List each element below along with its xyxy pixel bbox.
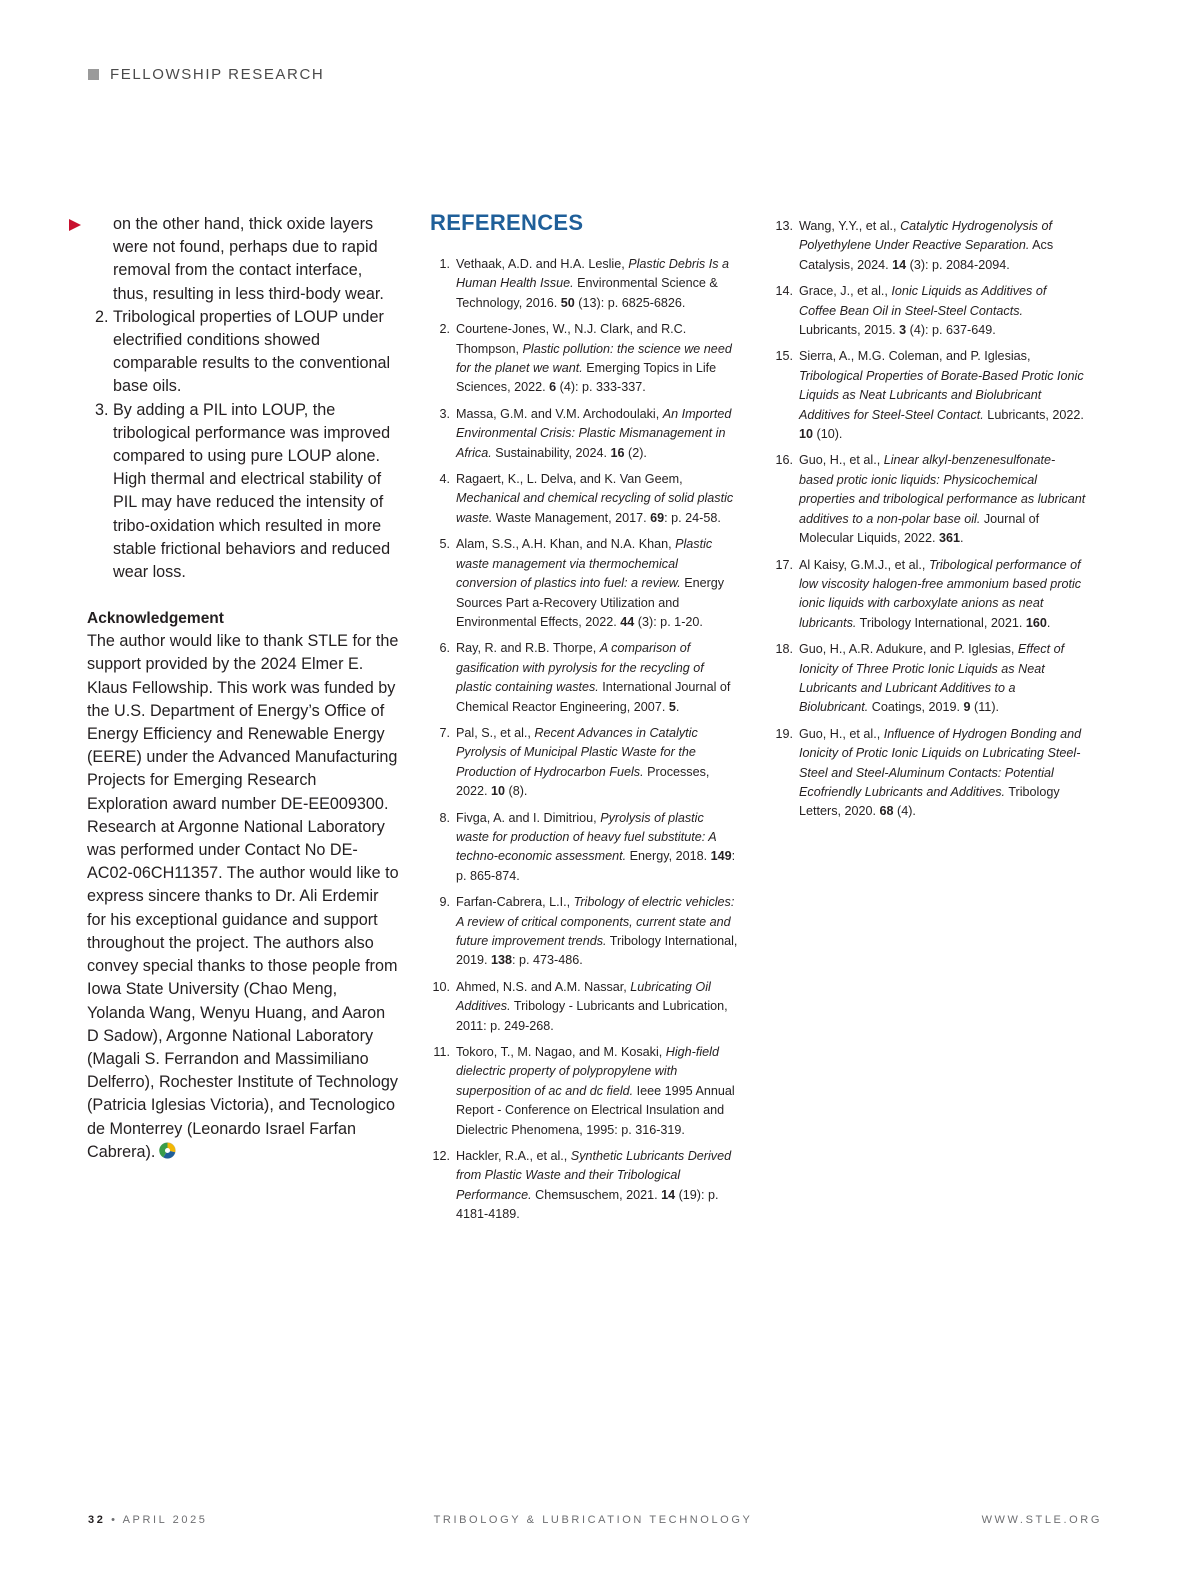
reference-source: Coatings, 2019. (868, 700, 964, 715)
reference-number: 4. (439, 472, 450, 487)
reference-volume: 3 (899, 323, 907, 338)
reference-item (430, 893, 740, 971)
reference-volume: 6 (549, 380, 557, 395)
reference-volume: 138 (491, 953, 513, 968)
reference-volume: 14 (661, 1187, 676, 1202)
reference-pages: (13): p. 6825-6826. (574, 295, 686, 310)
reference-number: 13. (775, 219, 793, 233)
reference-volume: 68 (879, 804, 894, 819)
reference-source: Tribology International, 2021. (856, 615, 1026, 630)
reference-source: Tribology - Lubricants and Lubrication, 2011: p. 249-268. (456, 999, 728, 1033)
reference-authors: Guo, H., et al., (799, 453, 884, 468)
reference-number: 10. (432, 979, 450, 994)
reference-number: 5. (439, 537, 450, 552)
reference-authors: Fivga, A. and I. Dimitriou, (456, 810, 601, 825)
reference-volume: 14 (892, 257, 907, 272)
reference-volume: 160 (1025, 615, 1047, 630)
publication-name: TRIBOLOGY & LUBRICATION TECHNOLOGY (433, 1514, 753, 1526)
reference-item (430, 978, 740, 1036)
reference-authors: Ragaert, K., L. Delva, and K. Van Geem, (456, 472, 683, 487)
reference-item (430, 1043, 740, 1140)
reference-pages: : p. 24-58. (664, 510, 721, 525)
reference-volume: 9 (963, 700, 971, 715)
reference-number: 12. (432, 1149, 450, 1164)
acknowledgement-heading: Acknowledgement (87, 610, 224, 628)
reference-pages: (4): p. 637-649. (906, 323, 996, 338)
reference-source: Waste Management, 2017. (492, 510, 651, 525)
reference-authors: Vethaak, A.D. and H.A. Leslie, (456, 257, 629, 271)
reference-number: 7. (439, 725, 450, 740)
reference-authors: Al Kaisy, G.M.J., et al., (799, 557, 929, 572)
reference-item (430, 535, 740, 632)
reference-number: 9. (439, 895, 450, 910)
reference-title: An Imported Environmental Crisis: Plastic Mismanagement in Africa. (456, 406, 732, 460)
reference-authors: Wang, Y.Y., et al., (799, 219, 901, 233)
reference-volume: 361 (939, 531, 961, 546)
list-item-number: 2. (95, 307, 109, 326)
findings-list (87, 306, 399, 584)
reference-number: 17. (775, 557, 793, 572)
continued-arrow-icon (69, 219, 81, 231)
reference-title: Synthetic Lubricants Derived from Plastic Waste and their Tribological Performance. (456, 1149, 732, 1202)
reference-title: Tribology of electric vehicles: A review of critical components, current state and future improvement trends. (456, 895, 735, 948)
body-column (87, 213, 399, 1164)
list-item-text: By adding a PIL into LOUP, the tribological performance was improved compared to using pure LOUP alone. High thermal and electrical stability of PIL may have reduced the intensity of tribo-oxidation which resulted in more stable frictional behaviors and reduced wear loss. (113, 400, 391, 582)
reference-item (773, 451, 1086, 548)
reference-pages: (11). (970, 700, 1000, 715)
references-heading: REFERENCES (430, 210, 584, 235)
reference-number: 14. (775, 284, 793, 299)
reference-pages: (3): p. 2084-2094. (906, 257, 1010, 272)
continuation-text: on the other hand, thick oxide layers were not found, perhaps due to rapid removal from the contact interface, thus, resulting in less third-body wear. (113, 215, 384, 303)
reference-authors: Guo, H., et al., (799, 726, 884, 741)
list-item-text: Tribological properties of LOUP under electrified conditions showed comparable results to the conventional base oils. (113, 307, 391, 396)
reference-authors: Pal, S., et al., (456, 725, 535, 740)
reference-source: Energy Sources Part a-Recovery Utilization and Environmental Effects, 2022. (456, 576, 725, 629)
section-square-icon (88, 69, 99, 80)
list-item (87, 306, 399, 399)
reference-source: Processes, 2022. (456, 764, 710, 799)
reference-source: Acs Catalysis, 2024. (799, 238, 1054, 272)
list-item-number: 3. (95, 400, 109, 419)
acknowledgement-text (87, 630, 399, 1164)
reference-title: Plastic pollution: the science we need for the planet we want. (456, 341, 732, 376)
reference-title: Plastic Debris Is a Human Health Issue. (456, 257, 729, 291)
reference-authors: Hackler, R.A., et al., (456, 1149, 571, 1164)
reference-title: Catalytic Hydrogenolysis of Polyethylene Under Reactive Separation. (799, 219, 1052, 253)
reference-number: 6. (439, 641, 450, 656)
reference-source: Tribology Letters, 2020. (799, 784, 1060, 819)
reference-title: Plastic waste management via thermochemical conversion of plastics into fuel: a review. (456, 537, 713, 591)
reference-source: Energy, 2018. (626, 849, 711, 864)
reference-volume: 149 (710, 849, 732, 864)
reference-source: Environmental Science & Technology, 2016. (456, 276, 718, 310)
reference-number: 8. (439, 810, 450, 825)
reference-item (430, 639, 740, 717)
reference-volume: 10 (799, 427, 814, 442)
footer-separator: • (111, 1514, 118, 1526)
reference-number: 16. (775, 453, 793, 468)
reference-title: Lubricating Oil Additives. (456, 979, 711, 1014)
reference-pages: : p. 473-486. (512, 953, 583, 968)
reference-authors: Ahmed, N.S. and A.M. Nassar, (456, 979, 631, 994)
page-number: 32 (88, 1514, 106, 1526)
reference-volume: 5 (668, 699, 676, 714)
reference-pages: (10). (813, 427, 843, 442)
reference-title: Ionic Liquids as Additives of Coffee Bean Oil in Steel-Steel Contacts. (799, 284, 1047, 318)
reference-title: Effect of Ionicity of Three Protic Ionic Liquids as Neat Lubricants and Lubricant Additives to a Biolubricant. (799, 642, 1065, 715)
reference-volume: 69 (650, 510, 665, 525)
reference-item (773, 556, 1086, 634)
stle-end-mark-icon (159, 1142, 176, 1159)
reference-pages: (8). (505, 784, 528, 799)
reference-item (430, 320, 740, 398)
reference-number: 3. (439, 406, 450, 421)
reference-title: Influence of Hydrogen Bonding and Ionicity of Protic Ionic Liquids on Lubricating Steel-Steel and Steel-Aluminum Contacts: Potential Ecofriendly Lubricants and Additives. (799, 726, 1082, 799)
reference-title: Mechanical and chemical recycling of solid plastic waste. (456, 491, 734, 525)
references-list-right (773, 217, 1086, 829)
reference-title: Tribological performance of low viscosity halogen-free ammonium based protic ionic liquids with carboxylate anions as neat lubricants. (799, 557, 1082, 630)
reference-authors: Sierra, A., M.G. Coleman, and P. Iglesias, (799, 349, 1031, 364)
acknowledgement-body: The author would like to thank STLE for the support provided by the 2024 Elmer E. Klaus Fellowship. This work was funded by the U.S. Department of Energy’s Office of Energy Efficiency and Renewable Energy (EERE) under the Advanced Manufacturing Projects for Emerging Research Exploration award number DE-EE009300. Research at Argonne National Laboratory was performed under Contact No DE-AC02-06CH11357. The author would like to express sincere thanks to Dr. Ali Erdemir for his exceptional guidance and support throughout the project. The authors also convey special thanks to those people from Iowa State University (Chao Meng, Yolanda Wang, Wenyu Huang, and Aaron D Sadow), Argonne National Laboratory (Magali S. Ferrandon and Massimiliano Delferro), Rochester Institute of Technology (Patricia Iglesias Victoria), and Tecnologico de Monterrey (Leonardo Israel Farfan Cabrera). (87, 632, 399, 1161)
reference-pages: (3): p. 1-20. (634, 614, 703, 629)
reference-number: 1. (439, 257, 450, 271)
reference-authors: Massa, G.M. and V.M. Archodoulaki, (456, 406, 663, 421)
reference-item (773, 640, 1086, 718)
reference-number: 18. (775, 642, 793, 657)
reference-item (773, 217, 1086, 275)
list-item (87, 399, 399, 585)
reference-source: Sustainability, 2024. (491, 445, 611, 460)
reference-source: Tribology International, 2019. (456, 934, 738, 968)
reference-source: Lubricants, 2015. (799, 323, 900, 338)
reference-item (430, 470, 740, 528)
reference-pages: (2). (624, 445, 647, 460)
reference-number: 2. (439, 322, 450, 337)
reference-source: Ieee 1995 Annual Report - Conference on Electrical Insulation and Dielectric Phenomena, 1995: p. 316-319. (456, 1083, 735, 1137)
reference-volume: 10 (491, 784, 506, 799)
reference-title: Pyrolysis of plastic waste for production of heavy fuel substitute: A techno-economic assessment. (456, 810, 717, 864)
reference-authors: Alam, S.S., A.H. Khan, and N.A. Khan, (456, 537, 676, 552)
reference-source: International Journal of Chemical Reactor Engineering, 2007. (456, 680, 731, 714)
reference-authors: Tokoro, T., M. Nagao, and M. Kosaki, (456, 1045, 666, 1060)
reference-number: 19. (775, 726, 793, 741)
reference-item (430, 724, 740, 802)
reference-authors: Farfan-Cabrera, L.I., (456, 895, 574, 910)
reference-number: 15. (775, 349, 793, 364)
reference-source: Chemsuschem, 2021. (531, 1187, 662, 1202)
reference-volume: 44 (620, 614, 635, 629)
reference-volume: 16 (610, 445, 625, 460)
references-list-left (430, 255, 740, 1232)
issue-date: APRIL 2025 (122, 1514, 208, 1526)
reference-item (773, 725, 1086, 822)
reference-item (430, 809, 740, 887)
reference-authors: Courtene-Jones, W., N.J. Clark, and R.C. Thompson, (456, 322, 687, 356)
website-url: WWW.STLE.ORG (981, 1514, 1102, 1526)
section-tag (88, 66, 324, 83)
reference-pages: . (960, 531, 964, 546)
reference-pages: . (1046, 615, 1051, 630)
reference-authors: Guo, H., A.R. Adukure, and P. Iglesias, (799, 642, 1018, 657)
reference-item (773, 347, 1086, 444)
reference-authors: Ray, R. and R.B. Thorpe, (456, 641, 600, 656)
reference-pages: . (675, 699, 680, 714)
reference-number: 11. (433, 1045, 450, 1060)
reference-source: Lubricants, 2022. (983, 407, 1084, 422)
reference-item (430, 255, 740, 313)
reference-title: Recent Advances in Catalytic Pyrolysis of Municipal Plastic Waste for the Production of Hydrocarbon Fuels. (456, 725, 698, 779)
reference-authors: Grace, J., et al., (799, 284, 892, 299)
reference-pages: (4). (893, 804, 916, 819)
reference-item (430, 1147, 740, 1225)
reference-volume: 50 (560, 295, 575, 310)
reference-item (773, 282, 1086, 340)
reference-title: Linear alkyl-benzenesulfonate-based protic ionic liquids: Physicochemical properties and tribological performance as lubricant additives to a non-polar base oil. (799, 453, 1086, 526)
reference-title: A comparison of gasification with pyrolysis for the recycling of plastic containing wastes. (456, 641, 704, 695)
section-label: FELLOWSHIP RESEARCH (110, 66, 325, 83)
reference-title: High-field dielectric property of polypropylene with superposition of ac and dc field. (456, 1045, 719, 1098)
reference-pages: (4): p. 333-337. (556, 380, 646, 395)
reference-title: Tribological Properties of Borate-Based Protic Ionic Liquids as Neat Lubricants and Biolubricant Additives for Steel-Steel Contact. (799, 368, 1084, 422)
reference-source: Journal of Molecular Liquids, 2022. (799, 511, 1040, 546)
reference-pages: (19): p. 4181-4189. (456, 1187, 719, 1222)
reference-source: Emerging Topics in Life Sciences, 2022. (456, 361, 717, 395)
reference-item (430, 405, 740, 463)
reference-pages: : p. 865-874. (456, 849, 736, 883)
